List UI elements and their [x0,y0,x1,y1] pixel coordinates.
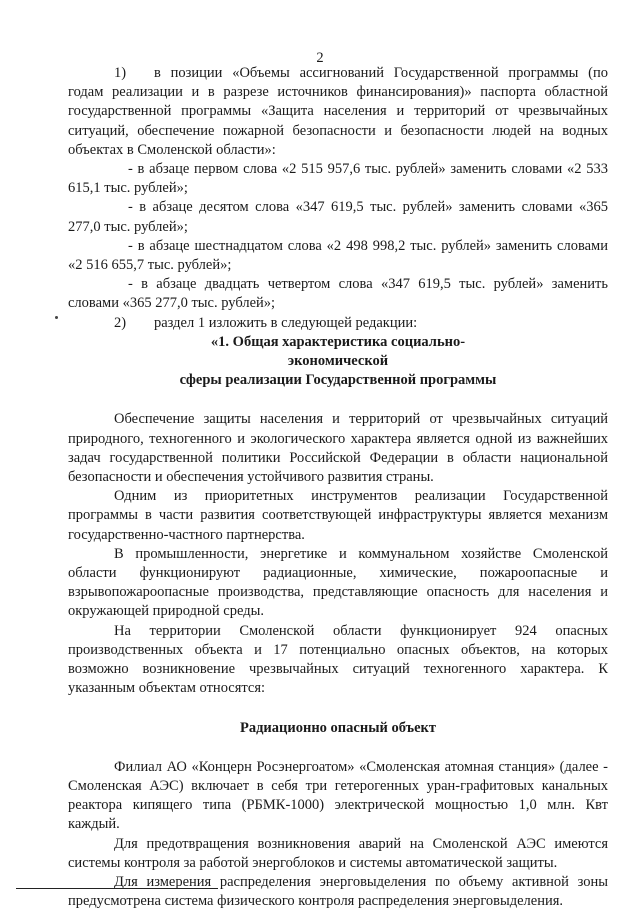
paragraph: На территории Смоленской области функционирует 924 опасных производственных объекта и 17 потенциально опасных объектов, на которых возможно возникновение чрезвычайных ситуаций техногенного характера. К указанным объектам относятся: [68,622,608,697]
footnote-divider [16,888,218,889]
paragraph: В промышленности, энергетике и коммунальном хозяйстве Смоленской области функционируют радиационные, химические, пожароопасные и взрывопожароопасные производства, представляющие опасность для населения и окружающей природной среды. [68,545,608,620]
list-item-4: - в абзаце шестнадцатом слова «2 498 998,2 тыс. рублей» заменить словами «2 516 655,7 тыс. рублей»; [68,237,608,274]
paragraph: Обеспечение защиты населения и территорий от чрезвычайных ситуаций природного, техногенного и экологического характера является одной из важнейших задач государственной политики Российской Федерации в области национальной безопасности и обеспечения устойчивого развития страны. [68,411,608,486]
list-item-2: - в абзаце первом слова «2 515 957,6 тыс. рублей» заменить словами «2 533 615,1 тыс. рублей»; [68,161,608,197]
item-text: в позиции «Объемы ассигнований Государственной программы (по годам реализации и в разрезе источников финансирования)» паспорта областной государственной программы «Защита населения и территорий от чрезвычайных ситуаций, обеспечение пожарной безопасности и безопасности людей на водных объектах в Смоленской области»: [68,65,608,158]
item-text: раздел 1 изложить в следующей редакции: [154,314,418,331]
list-item-1 [68,64,608,160]
margin-dot [55,316,58,319]
paragraph: Для предотвращения возникновения аварий на Смоленской АЭС имеются системы контроля за работой энергоблоков и системы автоматической защиты. [68,835,608,871]
list-item-5: - в абзаце двадцать четвертом слова «347 619,5 тыс. рублей» заменить словами «365 277,0 тыс. рублей»; [68,276,608,312]
page-number: 2 [316,50,324,66]
list-item-6 [68,314,608,333]
paragraph: Для измерения распределения энерговыделения по объему активной зоны предусмотрена система физического контроля распределения энерговыделения. [68,873,608,910]
list-item-3: - в абзаце десятом слова «347 619,5 тыс. рублей» заменить словами «365 277,0 тыс. рублей»; [68,199,608,235]
section-title-line3: сферы реализации Государственной программы [179,372,497,389]
item-number: 2) [114,314,127,331]
item-number: 1) [114,65,127,81]
subheading: Радиационно опасный объект [239,719,437,736]
document-body [68,64,608,911]
paragraph: Одним из приоритетных инструментов реализации Государственной программы в части развития соответствующей инфраструктуры является механизм государственно-частного партнерства. [68,488,608,543]
section-title-line2: экономической [287,353,389,370]
paragraph: Филиал АО «Концерн Росэнергоатом» «Смоленская атомная станция» (далее - Смоленская АЭС) включает в себя три гетерогенных уран-графитовых канальных реактора кипящего типа (РБМК-1000) электрической мощностью 1,0 млн. Квт каждый. [68,758,608,833]
section-title-line1: «1. Общая характеристика социально- [210,333,466,350]
